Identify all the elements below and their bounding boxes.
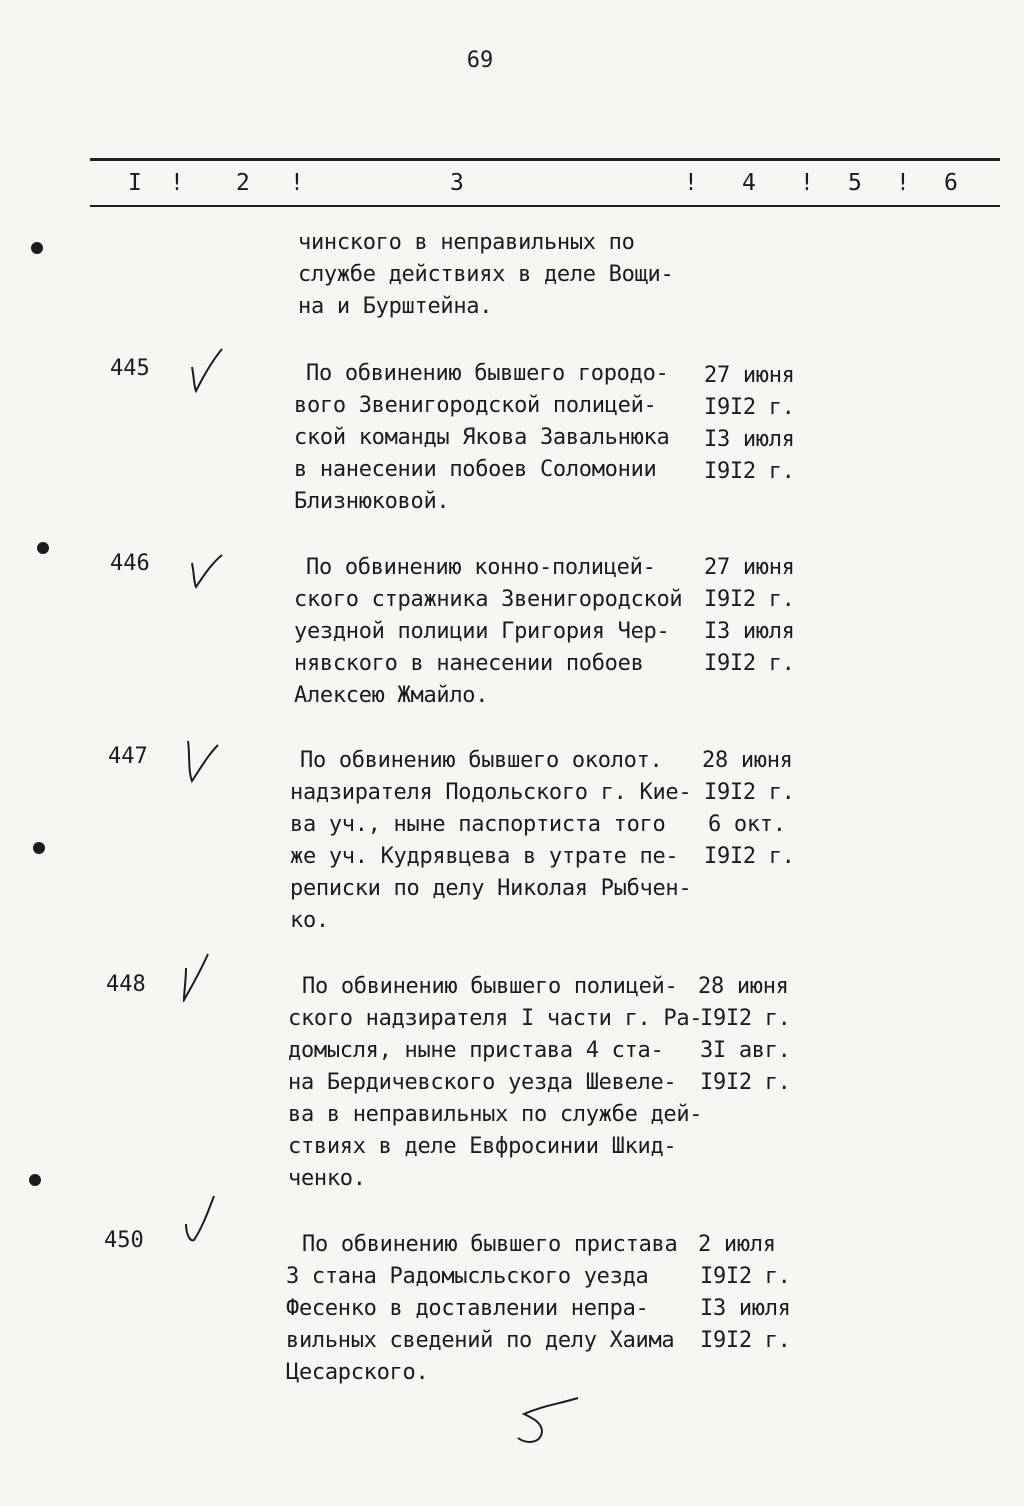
column-header-1: I	[128, 170, 142, 196]
entry-date-line: I9I2 г.	[704, 395, 795, 420]
column-separator: !	[170, 170, 184, 196]
punch-hole-icon	[36, 540, 50, 554]
entry-date-line: I9I2 г.	[704, 587, 795, 612]
entry-date-line: I9I2 г.	[704, 844, 795, 869]
entry-date-line: I9I2 г.	[700, 1264, 791, 1289]
entry-date-line: 27 июня	[704, 555, 795, 580]
column-header-2: 2	[236, 170, 250, 196]
continuation-line: чинского в неправильных по	[298, 230, 635, 255]
entry-date-line: I3 июля	[704, 427, 795, 452]
entry-text-line: ко.	[290, 908, 329, 933]
entry-text-line: реписки по делу Николая Рыбчен-	[290, 876, 692, 901]
entry-text-line: домысля, ныне пристава 4 ста-	[288, 1038, 664, 1063]
punch-hole-icon	[32, 840, 46, 854]
page-number: 69	[466, 48, 494, 73]
continuation-line: на и Бурштейна.	[298, 294, 493, 319]
entry-number: 445	[110, 356, 150, 381]
entry-date-line: I3 июля	[704, 619, 795, 644]
continuation-line: службе действиях в деле Вощи-	[298, 262, 674, 287]
entry-text-line: в нанесении побоев Соломонии	[294, 457, 657, 482]
checkmark-icon	[182, 735, 222, 785]
entry-date-line: I9I2 г.	[704, 780, 795, 805]
entry-date-line: I9I2 г.	[700, 1328, 791, 1353]
entry-date-line: 28 июня	[698, 974, 789, 999]
punch-hole-icon	[30, 240, 44, 254]
column-header-5: 5	[848, 170, 862, 196]
entry-date-line: 3I авг.	[700, 1038, 791, 1063]
column-separator: !	[800, 170, 814, 196]
checkmark-icon	[186, 345, 226, 395]
checkmark-icon	[178, 952, 218, 1002]
entry-text-line: Близнюковой.	[294, 489, 450, 514]
entry-date-line: 2 июля	[698, 1232, 776, 1257]
header-bottom-rule	[90, 205, 1000, 207]
entry-text-line: нявского в нанесении побоев	[294, 651, 644, 676]
entry-text-line: ва уч., ныне паспортиста того	[290, 812, 666, 837]
column-header-3: 3	[450, 170, 464, 196]
column-separator: !	[290, 170, 304, 196]
entry-text-line: По обвинению бывшего полицей-	[302, 974, 678, 999]
entry-number: 447	[108, 744, 148, 769]
column-separator: !	[684, 170, 698, 196]
entry-text-line: на Бердичевского уезда Шевеле-	[288, 1070, 677, 1095]
entry-text-line: ва в неправильных по службе дей-	[288, 1102, 703, 1127]
entry-text-line: По обвинению бывшего пристава	[302, 1232, 678, 1257]
entry-date-line: 27 июня	[704, 363, 795, 388]
entry-text-line: ского надзирателя I части г. Ра-	[288, 1006, 703, 1031]
punch-hole-icon	[28, 1172, 42, 1186]
column-header-4: 4	[742, 170, 756, 196]
entry-text-line: По обвинению конно-полицей-	[306, 555, 656, 580]
entry-text-line: ствиях в деле Евфросинии Шкид-	[288, 1134, 677, 1159]
entry-text-line: ченко.	[288, 1166, 366, 1191]
header-top-rule	[90, 158, 1000, 161]
entry-text-line: уездной полиции Григория Чер-	[294, 619, 670, 644]
entry-text-line: 3 стана Радомысльского уезда	[286, 1264, 649, 1289]
entry-number: 450	[104, 1228, 144, 1253]
entry-text-line: вого Звенигородской полицей-	[294, 393, 657, 418]
column-separator: !	[896, 170, 910, 196]
checkmark-icon	[186, 545, 226, 595]
entry-text-line: же уч. Кудрявцева в утрате пе-	[290, 844, 679, 869]
entry-date-line: I9I2 г.	[700, 1070, 791, 1095]
entry-date-line: I9I2 г.	[704, 459, 795, 484]
entry-text-line: Фесенко в доставлении непра-	[286, 1296, 649, 1321]
checkmark-icon	[180, 1194, 220, 1244]
entry-number: 448	[106, 972, 146, 997]
entry-text-line: Алексею Жмайло.	[294, 683, 489, 708]
entry-text-line: надзирателя Подольского г. Кие-	[290, 780, 692, 805]
entry-text-line: ской команды Якова Завальнюка	[294, 425, 670, 450]
column-header-6: 6	[944, 170, 958, 196]
handwritten-mark-icon	[512, 1392, 592, 1452]
entry-text-line: Цесарского.	[286, 1360, 429, 1385]
entry-date-line: I9I2 г.	[704, 651, 795, 676]
entry-text-line: По обвинению бывшего околот.	[300, 748, 663, 773]
entry-number: 446	[110, 551, 150, 576]
entry-text-line: По обвинению бывшего городо-	[306, 361, 669, 386]
entry-date-line: I9I2 г.	[700, 1006, 791, 1031]
entry-date-line: I3 июля	[700, 1296, 791, 1321]
entry-text-line: ского стражника Звенигородской	[294, 587, 683, 612]
entry-date-line: 28 июня	[702, 748, 793, 773]
entry-date-line: 6 окт.	[708, 812, 786, 837]
entry-text-line: вильных сведений по делу Хаима	[286, 1328, 675, 1353]
